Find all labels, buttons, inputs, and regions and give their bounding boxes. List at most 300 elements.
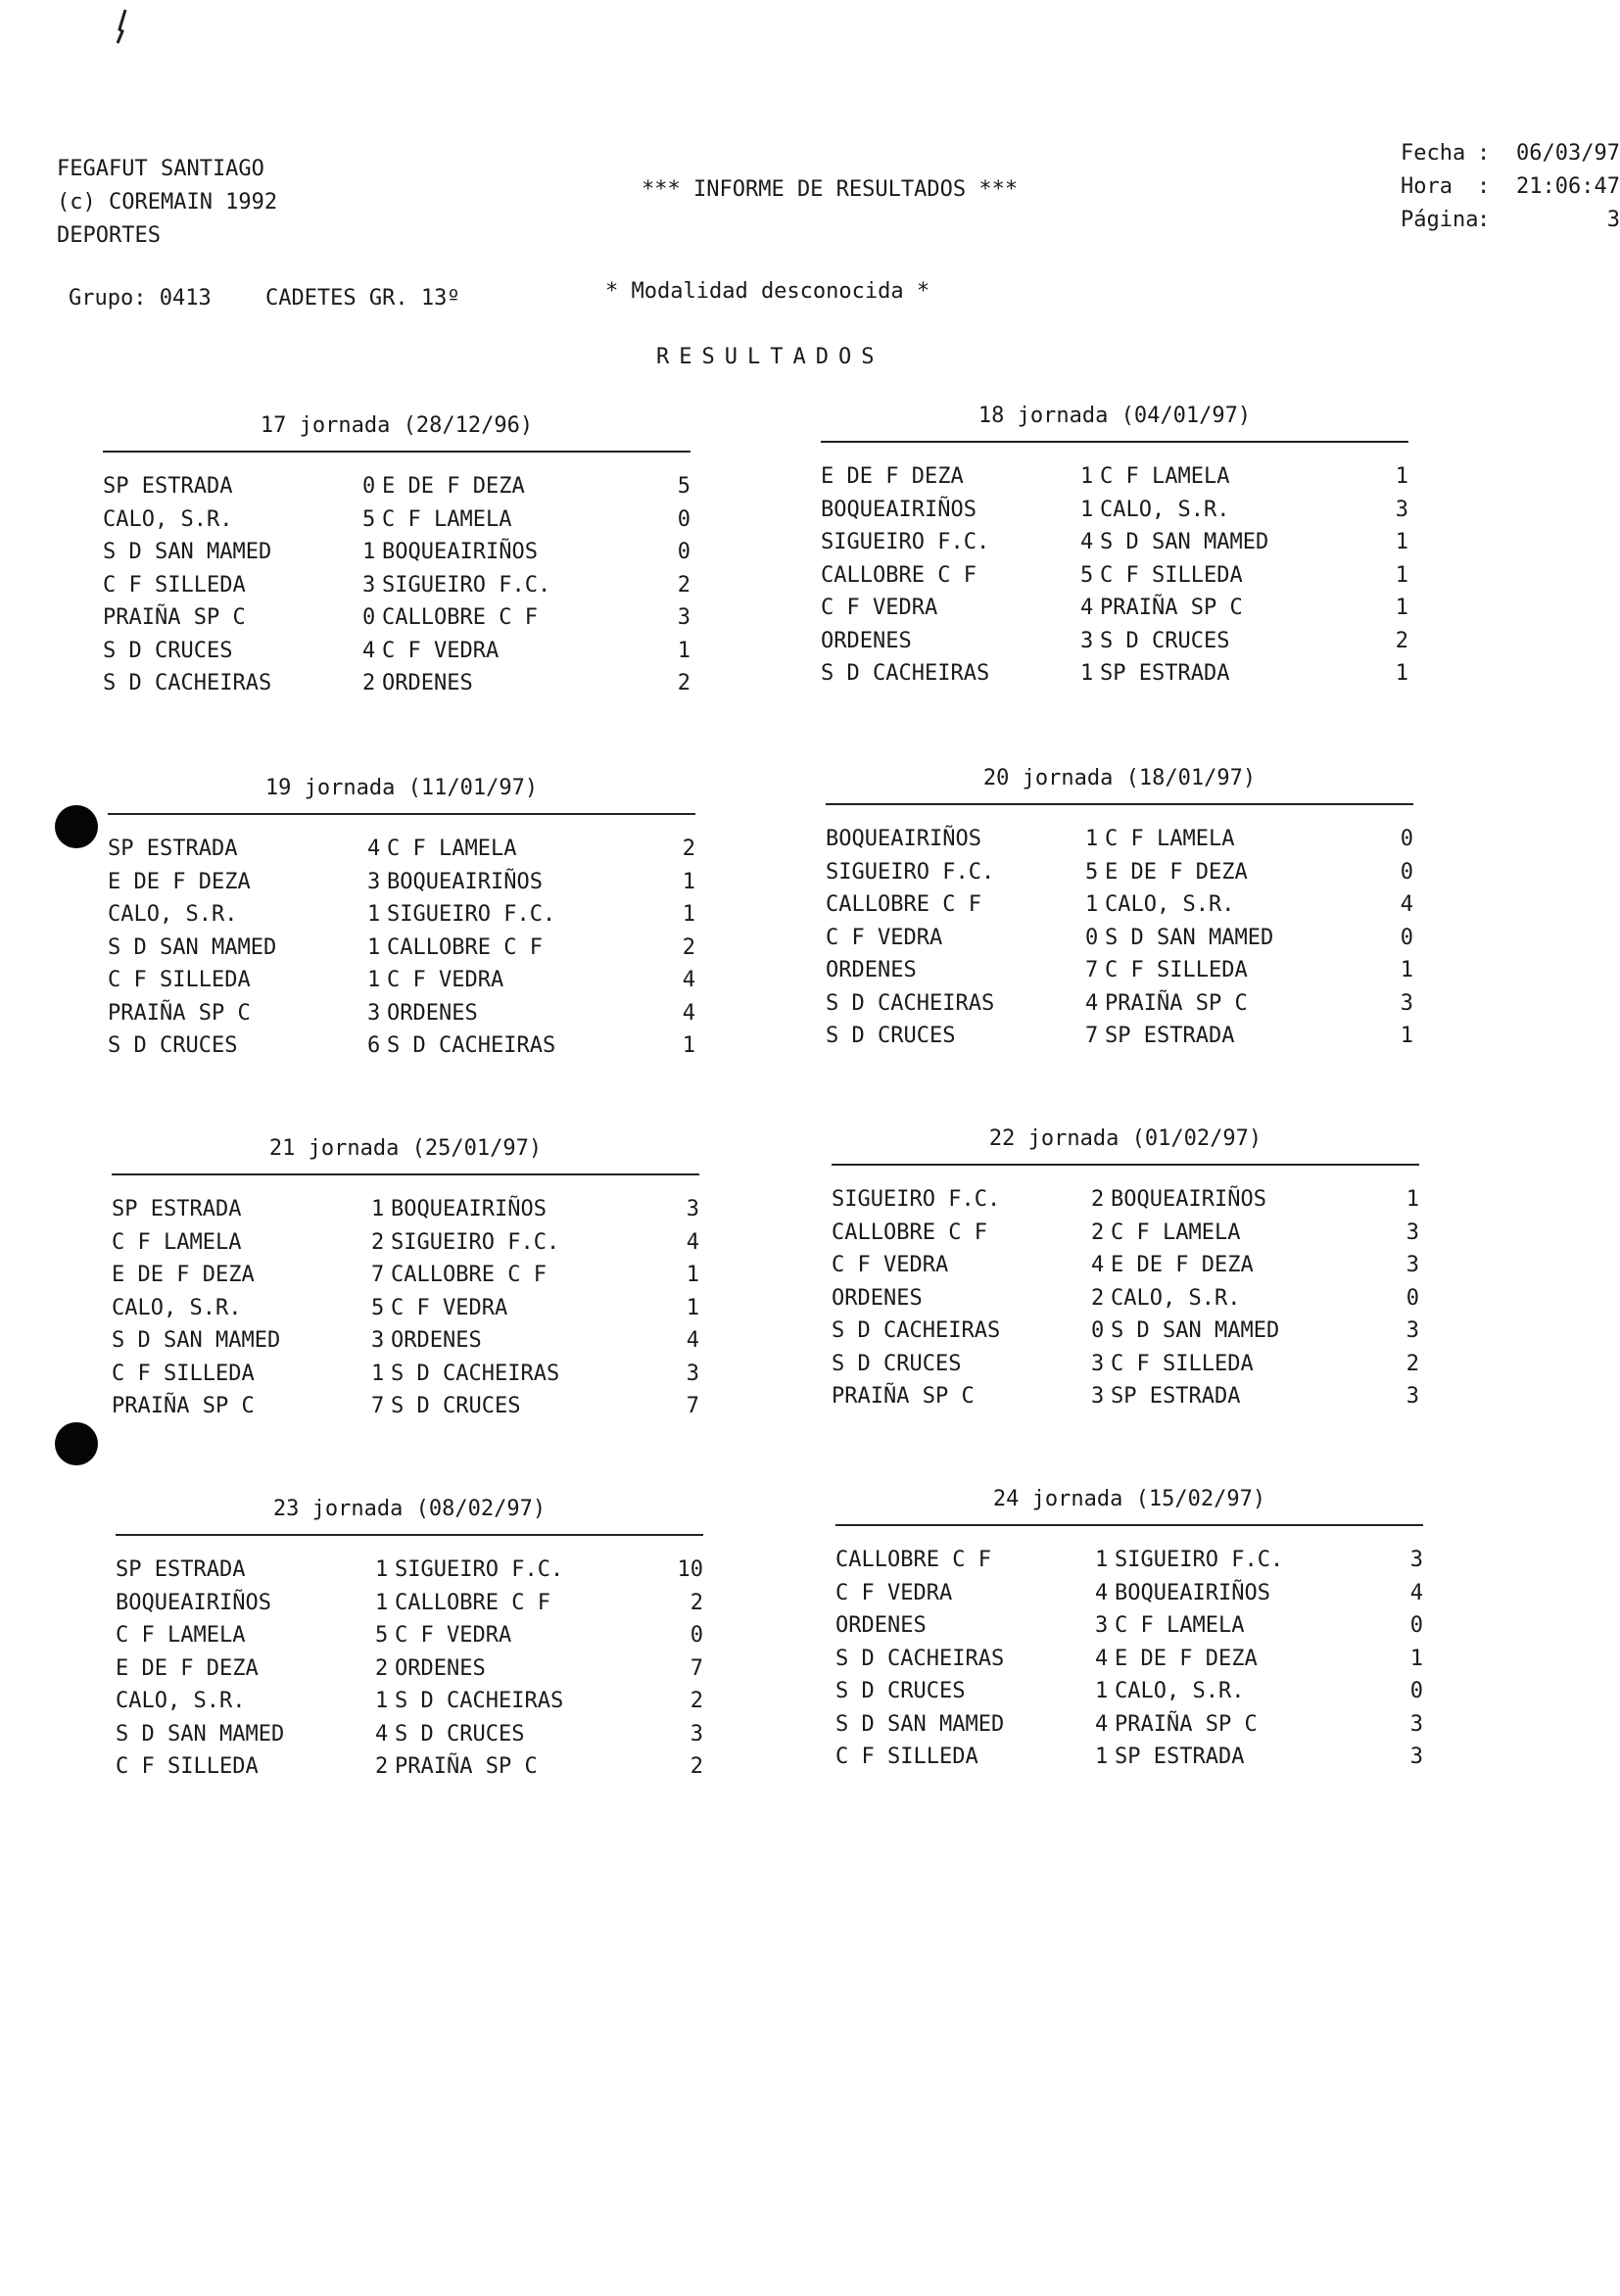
away-team: C F SILLEDA <box>1105 958 1248 983</box>
home-score: 3 <box>367 1000 381 1026</box>
match-row <box>103 536 691 569</box>
home-score: 3 <box>367 869 381 894</box>
home-score: 4 <box>367 837 381 862</box>
away-team: E DE F DEZA <box>1115 1646 1258 1671</box>
match-row <box>112 1193 699 1226</box>
home-team: CALO, S.R. <box>103 506 233 532</box>
match-row <box>832 1217 1419 1250</box>
away-team: S D CRUCES <box>395 1721 525 1746</box>
away-score: 2 <box>1395 628 1408 653</box>
home-score: 1 <box>1085 892 1099 918</box>
home-score: 1 <box>1095 1548 1109 1573</box>
home-score: 2 <box>371 1229 385 1255</box>
match-row <box>826 823 1413 856</box>
away-team: C F VEDRA <box>391 1295 508 1320</box>
match-row <box>108 932 695 965</box>
home-score: 4 <box>1095 1580 1109 1605</box>
home-score: 1 <box>371 1197 385 1222</box>
sep: : <box>1477 141 1491 166</box>
away-team: SIGUEIRO F.C. <box>1115 1548 1284 1573</box>
away-score: 3 <box>1406 1318 1419 1344</box>
away-score: 3 <box>1406 1220 1419 1245</box>
jornada-title: 21 jornada (25/01/97) <box>268 1136 543 1161</box>
match-row <box>835 1544 1423 1577</box>
home-team: S D SAN MAMED <box>112 1328 281 1354</box>
match-row <box>832 1380 1419 1413</box>
home-team: E DE F DEZA <box>116 1655 259 1681</box>
away-score: 4 <box>1409 1580 1423 1605</box>
jornada-block <box>103 413 691 700</box>
away-score: 1 <box>1406 1187 1419 1213</box>
home-score: 4 <box>375 1721 389 1746</box>
home-score: 7 <box>371 1263 385 1288</box>
match-row <box>835 1643 1423 1676</box>
away-score: 3 <box>690 1721 703 1746</box>
divider <box>116 1534 703 1536</box>
home-team: ORDENES <box>821 628 912 653</box>
away-team: CALLOBRE C F <box>391 1263 547 1288</box>
match-row <box>826 922 1413 955</box>
away-score: 4 <box>686 1229 699 1255</box>
home-score: 1 <box>367 902 381 928</box>
away-team: C F VEDRA <box>382 638 500 663</box>
match-row <box>821 625 1408 658</box>
home-team: E DE F DEZA <box>112 1263 255 1288</box>
match-row <box>116 1652 703 1686</box>
match-row <box>821 559 1408 593</box>
away-team: S D SAN MAMED <box>1111 1318 1280 1344</box>
home-team: PRAIÑA SP C <box>832 1384 975 1410</box>
jornada-title: 24 jornada (15/02/97) <box>992 1487 1266 1511</box>
match-row <box>835 1577 1423 1610</box>
home-team: C F SILLEDA <box>108 968 251 993</box>
match-row <box>103 635 691 668</box>
match-row <box>108 833 695 866</box>
match-row <box>116 1554 703 1587</box>
away-team: ORDENES <box>387 1000 478 1026</box>
hora-value: 21:06:47 <box>1516 174 1620 199</box>
home-score: 5 <box>1080 562 1094 588</box>
away-score: 1 <box>1400 958 1413 983</box>
away-score: 0 <box>1400 827 1413 852</box>
away-team: BOQUEAIRIÑOS <box>382 540 538 565</box>
match-row <box>835 1741 1423 1774</box>
home-score: 1 <box>1080 464 1094 490</box>
sep: : <box>1477 208 1491 232</box>
match-row <box>108 1029 695 1063</box>
away-score: 2 <box>690 1590 703 1615</box>
sep: : <box>1477 174 1491 199</box>
home-team: S D SAN MAMED <box>108 934 277 960</box>
home-score: 3 <box>1091 1384 1105 1410</box>
jornada-title: 18 jornada (04/01/97) <box>977 404 1252 428</box>
department: DEPORTES <box>57 223 161 248</box>
home-score: 1 <box>375 1590 389 1615</box>
home-team: BOQUEAIRIÑOS <box>821 497 977 522</box>
home-score: 5 <box>371 1295 385 1320</box>
away-team: S D CRUCES <box>391 1394 521 1419</box>
match-row <box>821 657 1408 691</box>
home-team: S D CRUCES <box>108 1033 238 1059</box>
home-team: C F SILLEDA <box>112 1361 255 1386</box>
away-score: 3 <box>1406 1253 1419 1278</box>
jornada-title: 17 jornada (28/12/96) <box>260 413 534 438</box>
divider <box>835 1524 1423 1526</box>
home-team: C F VEDRA <box>826 925 943 950</box>
home-team: C F LAMELA <box>116 1623 246 1649</box>
home-score: 2 <box>375 1754 389 1780</box>
jornada-title: 19 jornada (11/01/97) <box>264 776 539 800</box>
match-row <box>112 1390 699 1423</box>
divider <box>832 1164 1419 1166</box>
home-team: C F VEDRA <box>821 596 938 621</box>
away-team: C F LAMELA <box>1115 1613 1245 1639</box>
home-team: S D CRUCES <box>103 638 233 663</box>
away-score: 0 <box>677 540 691 565</box>
home-score: 3 <box>371 1328 385 1354</box>
match-row <box>103 470 691 503</box>
away-team: BOQUEAIRIÑOS <box>1111 1187 1266 1213</box>
home-team: S D SAN MAMED <box>103 540 272 565</box>
away-team: CALO, S.R. <box>1115 1679 1245 1704</box>
home-team: SIGUEIRO F.C. <box>826 859 995 885</box>
away-score: 10 <box>677 1557 703 1583</box>
away-team: PRAIÑA SP C <box>1100 596 1243 621</box>
home-score: 0 <box>362 605 376 631</box>
home-team: SP ESTRADA <box>116 1557 246 1583</box>
away-score: 3 <box>1406 1384 1419 1410</box>
home-score: 3 <box>1091 1351 1105 1376</box>
away-score: 7 <box>690 1655 703 1681</box>
away-score: 1 <box>682 869 695 894</box>
home-team: CALO, S.R. <box>112 1295 242 1320</box>
home-team: CALLOBRE C F <box>821 562 977 588</box>
match-row <box>832 1348 1419 1381</box>
away-score: 1 <box>1400 1024 1413 1049</box>
home-score: 1 <box>1080 497 1094 522</box>
away-score: 1 <box>686 1263 699 1288</box>
home-team: C F SILLEDA <box>116 1754 259 1780</box>
home-score: 3 <box>1095 1613 1109 1639</box>
jornada-block <box>116 1497 703 1784</box>
hora-row <box>1401 170 1620 204</box>
match-row <box>835 1675 1423 1708</box>
home-score: 4 <box>1095 1711 1109 1737</box>
home-team: E DE F DEZA <box>821 464 964 490</box>
away-score: 0 <box>1409 1679 1423 1704</box>
home-score: 7 <box>1085 1024 1099 1049</box>
match-row <box>103 569 691 602</box>
home-score: 1 <box>367 968 381 993</box>
away-team: CALLOBRE C F <box>395 1590 550 1615</box>
match-row <box>835 1609 1423 1643</box>
org-name: FEGAFUT SANTIAGO <box>57 157 264 181</box>
away-team: S D CACHEIRAS <box>387 1033 556 1059</box>
away-team: BOQUEAIRIÑOS <box>387 869 543 894</box>
jornada-title: 23 jornada (08/02/97) <box>272 1497 547 1521</box>
away-team: S D CACHEIRAS <box>391 1361 560 1386</box>
home-score: 1 <box>371 1361 385 1386</box>
home-team: CALLOBRE C F <box>835 1548 991 1573</box>
home-score: 1 <box>1095 1679 1109 1704</box>
home-team: SIGUEIRO F.C. <box>821 530 990 555</box>
jornada-block <box>108 776 695 1063</box>
home-team: PRAIÑA SP C <box>108 1000 251 1026</box>
match-row <box>103 667 691 700</box>
away-team: C F LAMELA <box>382 506 512 532</box>
header-left <box>57 153 277 253</box>
divider <box>103 451 691 453</box>
home-score: 5 <box>375 1623 389 1649</box>
pen-mark-icon <box>116 8 129 47</box>
away-team: C F VEDRA <box>395 1623 512 1649</box>
home-score: 1 <box>1080 661 1094 687</box>
away-score: 3 <box>1395 497 1408 522</box>
home-score: 0 <box>1085 925 1099 950</box>
home-score: 1 <box>362 540 376 565</box>
jornada-block <box>821 404 1408 691</box>
home-team: S D SAN MAMED <box>835 1711 1005 1737</box>
jornada-title: 22 jornada (01/02/97) <box>988 1126 1263 1151</box>
away-team: CALLOBRE C F <box>382 605 538 631</box>
home-team: ORDENES <box>835 1613 927 1639</box>
away-score: 3 <box>1409 1745 1423 1770</box>
jornada-block <box>112 1136 699 1423</box>
home-team: BOQUEAIRIÑOS <box>116 1590 271 1615</box>
match-row <box>108 997 695 1030</box>
group-category: CADETES GR. 13º <box>264 286 460 311</box>
away-team: S D CACHEIRAS <box>395 1689 564 1714</box>
away-score: 3 <box>686 1361 699 1386</box>
match-row <box>116 1750 703 1784</box>
home-team: SIGUEIRO F.C. <box>832 1187 1001 1213</box>
match-row <box>103 503 691 537</box>
away-score: 0 <box>690 1623 703 1649</box>
home-score: 4 <box>1091 1253 1105 1278</box>
home-team: BOQUEAIRIÑOS <box>826 827 981 852</box>
match-row <box>821 526 1408 559</box>
home-team: C F SILLEDA <box>103 572 246 598</box>
group-line <box>69 286 501 311</box>
away-team: SIGUEIRO F.C. <box>395 1557 564 1583</box>
home-team: S D CRUCES <box>826 1024 956 1049</box>
home-score: 2 <box>362 671 376 696</box>
away-score: 1 <box>1395 661 1408 687</box>
report-title: *** INFORME DE RESULTADOS *** <box>642 177 1019 202</box>
home-score: 2 <box>1091 1220 1105 1245</box>
away-score: 1 <box>682 902 695 928</box>
away-score: 2 <box>1406 1351 1419 1376</box>
modalidad: * Modalidad desconocida * <box>605 279 930 304</box>
home-team: PRAIÑA SP C <box>112 1394 255 1419</box>
away-score: 1 <box>677 638 691 663</box>
away-team: SP ESTRADA <box>1111 1384 1241 1410</box>
home-team: C F VEDRA <box>832 1253 949 1278</box>
match-row <box>832 1249 1419 1282</box>
home-team: CALLOBRE C F <box>832 1220 987 1245</box>
home-score: 6 <box>367 1033 381 1059</box>
away-score: 5 <box>677 474 691 500</box>
away-score: 1 <box>1395 562 1408 588</box>
header-right <box>1401 137 1620 237</box>
away-team: BOQUEAIRIÑOS <box>1115 1580 1270 1605</box>
pagina-value: 3 <box>1606 208 1620 232</box>
away-team: SIGUEIRO F.C. <box>391 1229 560 1255</box>
away-team: C F LAMELA <box>1100 464 1230 490</box>
away-score: 0 <box>1406 1285 1419 1311</box>
away-score: 1 <box>686 1295 699 1320</box>
home-score: 2 <box>375 1655 389 1681</box>
home-score: 4 <box>1085 990 1099 1016</box>
away-score: 1 <box>1395 530 1408 555</box>
home-score: 1 <box>1085 827 1099 852</box>
home-team: E DE F DEZA <box>108 869 251 894</box>
away-team: SP ESTRADA <box>1105 1024 1235 1049</box>
away-score: 2 <box>677 572 691 598</box>
home-team: S D CRUCES <box>832 1351 962 1376</box>
away-team: ORDENES <box>391 1328 482 1354</box>
home-score: 4 <box>362 638 376 663</box>
home-team: S D CRUCES <box>835 1679 966 1704</box>
match-row <box>832 1183 1419 1217</box>
group-code: Grupo: 0413 <box>69 286 212 311</box>
away-team: E DE F DEZA <box>1111 1253 1254 1278</box>
home-team: S D CACHEIRAS <box>835 1646 1005 1671</box>
home-score: 1 <box>375 1689 389 1714</box>
match-row <box>821 460 1408 494</box>
away-team: C F LAMELA <box>1111 1220 1241 1245</box>
away-team: C F LAMELA <box>1105 827 1235 852</box>
match-row <box>108 866 695 899</box>
away-team: S D CRUCES <box>1100 628 1230 653</box>
match-row <box>112 1292 699 1325</box>
away-score: 1 <box>1409 1646 1423 1671</box>
divider <box>821 441 1408 443</box>
away-team: CALO, S.R. <box>1100 497 1230 522</box>
away-score: 4 <box>1400 892 1413 918</box>
home-score: 7 <box>1085 958 1099 983</box>
home-score: 3 <box>362 572 376 598</box>
away-score: 3 <box>677 605 691 631</box>
jornada-block <box>835 1487 1423 1774</box>
away-team: S D SAN MAMED <box>1105 925 1274 950</box>
away-team: CALLOBRE C F <box>387 934 543 960</box>
home-team: SP ESTRADA <box>112 1197 242 1222</box>
away-score: 4 <box>682 968 695 993</box>
match-row <box>826 856 1413 889</box>
fecha-row <box>1401 137 1620 170</box>
away-score: 4 <box>682 1000 695 1026</box>
away-score: 0 <box>1400 925 1413 950</box>
away-score: 3 <box>1409 1711 1423 1737</box>
away-team: C F SILLEDA <box>1111 1351 1254 1376</box>
away-team: BOQUEAIRIÑOS <box>391 1197 547 1222</box>
home-team: ORDENES <box>832 1285 923 1311</box>
home-team: CALLOBRE C F <box>826 892 981 918</box>
home-team: C F LAMELA <box>112 1229 242 1255</box>
home-team: S D CACHEIRAS <box>821 661 990 687</box>
away-score: 1 <box>1395 596 1408 621</box>
home-score: 5 <box>1085 859 1099 885</box>
home-team: SP ESTRADA <box>103 474 233 500</box>
away-team: PRAIÑA SP C <box>1115 1711 1258 1737</box>
home-score: 4 <box>1080 596 1094 621</box>
home-team: S D SAN MAMED <box>116 1721 285 1746</box>
match-row <box>835 1708 1423 1742</box>
copyright: (c) COREMAIN 1992 <box>57 190 278 215</box>
away-team: ORDENES <box>382 671 473 696</box>
away-score: 0 <box>1400 859 1413 885</box>
away-team: E DE F DEZA <box>1105 859 1248 885</box>
match-row <box>116 1718 703 1751</box>
match-row <box>108 898 695 932</box>
away-team: SIGUEIRO F.C. <box>387 902 556 928</box>
divider <box>826 803 1413 805</box>
home-team: S D CACHEIRAS <box>826 990 995 1016</box>
home-score: 2 <box>1091 1285 1105 1311</box>
home-team: S D CACHEIRAS <box>103 671 272 696</box>
match-row <box>116 1685 703 1718</box>
match-row <box>826 888 1413 922</box>
match-row <box>821 494 1408 527</box>
home-score: 2 <box>1091 1187 1105 1213</box>
away-team: CALO, S.R. <box>1111 1285 1241 1311</box>
away-team: ORDENES <box>395 1655 486 1681</box>
home-score: 4 <box>1095 1646 1109 1671</box>
home-score: 3 <box>1080 628 1094 653</box>
section-title: RESULTADOS <box>656 345 884 369</box>
match-row <box>116 1587 703 1620</box>
away-team: E DE F DEZA <box>382 474 525 500</box>
away-score: 0 <box>677 506 691 532</box>
home-score: 1 <box>1095 1745 1109 1770</box>
punch-hole-bottom <box>55 1422 98 1465</box>
away-score: 4 <box>686 1328 699 1354</box>
punch-hole-top <box>55 805 98 848</box>
home-team: CALO, S.R. <box>108 902 238 928</box>
pagina-label: Página <box>1401 208 1479 232</box>
away-score: 3 <box>686 1197 699 1222</box>
away-score: 2 <box>682 837 695 862</box>
fecha-value: 06/03/97 <box>1516 141 1620 166</box>
match-row <box>112 1358 699 1391</box>
home-score: 0 <box>362 474 376 500</box>
away-score: 2 <box>690 1754 703 1780</box>
match-row <box>832 1315 1419 1348</box>
home-score: 7 <box>371 1394 385 1419</box>
home-team: SP ESTRADA <box>108 837 238 862</box>
away-team: PRAIÑA SP C <box>1105 990 1248 1016</box>
home-score: 4 <box>1080 530 1094 555</box>
divider <box>112 1173 699 1175</box>
home-score: 5 <box>362 506 376 532</box>
away-team: SIGUEIRO F.C. <box>382 572 551 598</box>
home-team: PRAIÑA SP C <box>103 605 246 631</box>
away-score: 2 <box>677 671 691 696</box>
match-row <box>112 1259 699 1292</box>
match-row <box>826 954 1413 987</box>
match-row <box>832 1282 1419 1315</box>
away-score: 3 <box>1400 990 1413 1016</box>
match-row <box>116 1619 703 1652</box>
home-score: 1 <box>375 1557 389 1583</box>
away-team: PRAIÑA SP C <box>395 1754 538 1780</box>
away-team: C F LAMELA <box>387 837 517 862</box>
jornada-block <box>832 1126 1419 1413</box>
jornada-block <box>826 766 1413 1053</box>
home-team: S D CACHEIRAS <box>832 1318 1001 1344</box>
match-row <box>821 592 1408 625</box>
